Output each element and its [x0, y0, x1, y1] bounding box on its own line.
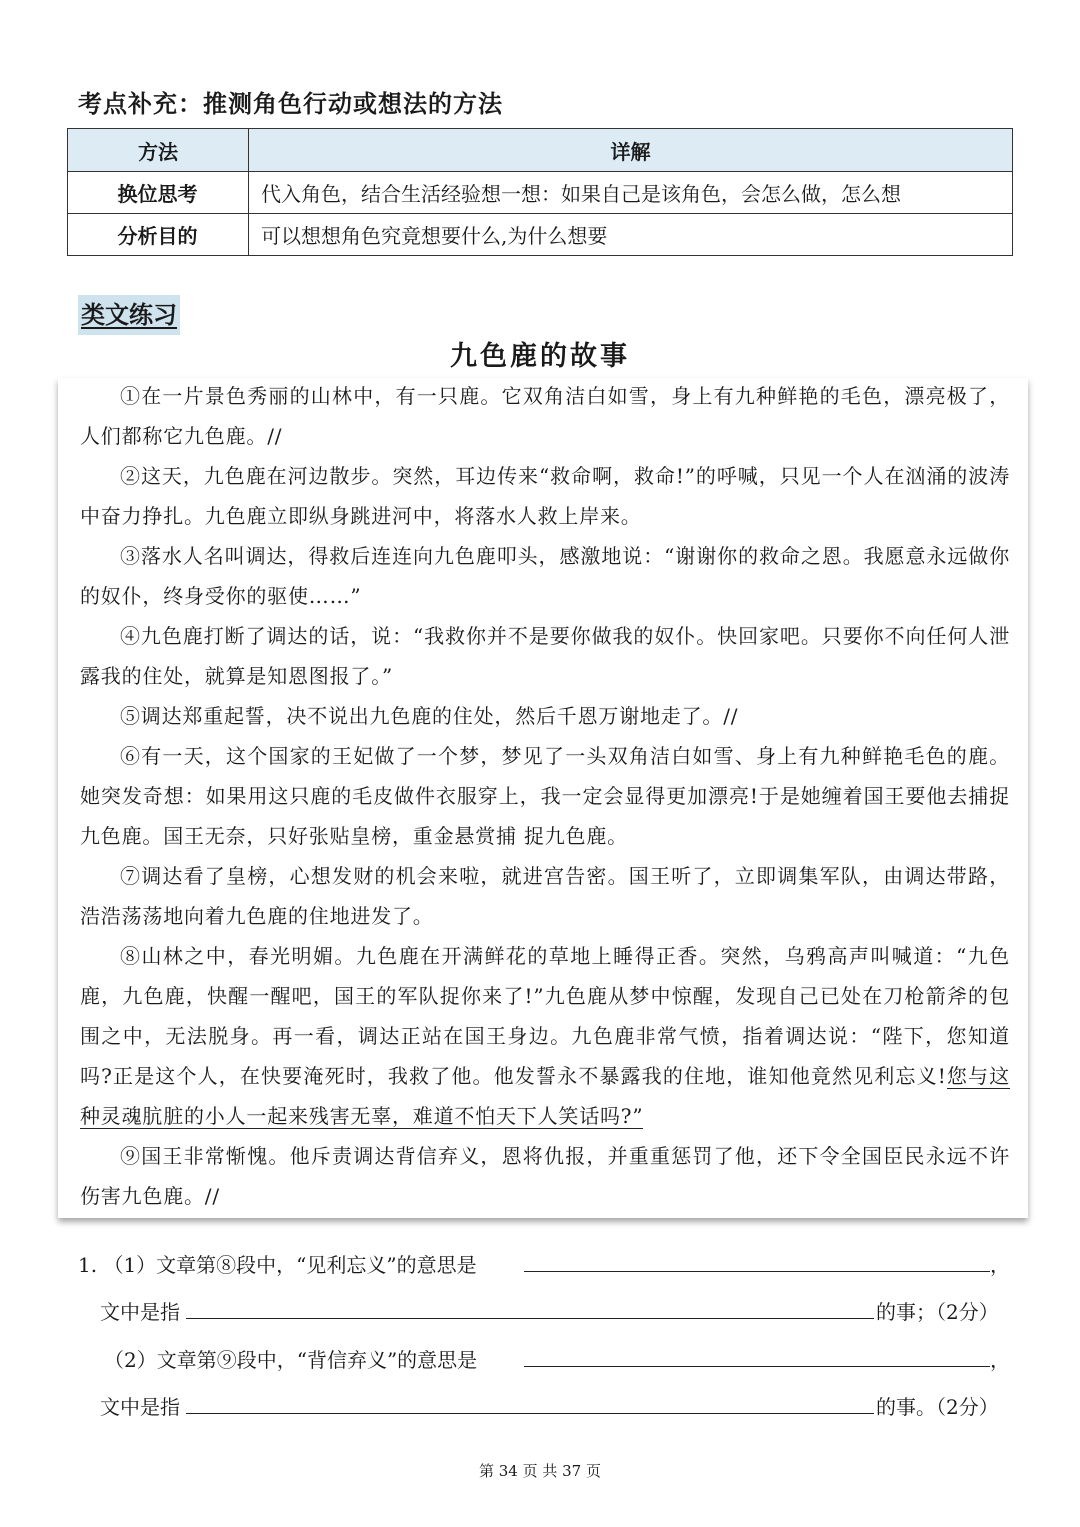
table-cell-detail: 可以想想角色究竟想要什么,为什么想要	[249, 214, 1013, 256]
methods-table	[67, 128, 1013, 256]
page-footer: 第 34 页 共 37 页	[478, 1462, 601, 1480]
answer-blank-1-1-meaning[interactable]	[524, 1271, 990, 1272]
paragraph: ①在一片景色秀丽的山林中，有一只鹿。它双角洁白如雪，身上有九种鲜艳的毛色，漂亮极了，人们都称它九色鹿。//	[80, 384, 1010, 448]
question-1-1-prompt: 1. （1）文章第⑧段中，“见利忘义”的意思是	[78, 1253, 477, 1277]
table-header-detail: 详解	[249, 129, 1013, 172]
underlined-sentence: 您与这种灵魂肮脏的小人一起来残害无辜，难道不怕天下人笑话吗?”	[80, 1064, 1011, 1128]
comma: ，	[990, 1348, 1010, 1372]
table-header-row	[68, 129, 1013, 172]
table-cell-detail: 代入角色，结合生活经验想一想：如果自己是该角色，会怎么做，怎么想	[249, 172, 1013, 214]
table-row	[68, 214, 1013, 256]
paragraph: ⑥有一天，这个国家的王妃做了一个梦，梦见了一头双角洁白如雪、身上有九种鲜艳毛色的鹿。她突发奇想：如果用这只鹿的毛皮做件衣服穿上，我一定会显得更加漂亮!于是她缠着国王要他去捕捉九色鹿。国王无奈，只好张贴皇榜，重金悬赏捕 捉九色鹿。	[80, 744, 1010, 848]
paragraph: ⑤调达郑重起誓，决不说出九色鹿的住处，然后千恩万谢地走了。//	[120, 704, 739, 728]
answer-blank-1-2-refers[interactable]	[186, 1413, 874, 1414]
answer-blank-1-1-refers[interactable]	[186, 1318, 874, 1319]
page-heading: 考点补充：推测角色行动或想法的方法	[78, 90, 503, 118]
paragraph-text: ⑧山林之中，春光明媚。九色鹿在开满鲜花的草地上睡得正香。突然，乌鸦高声叫喊道：“九色鹿，九色鹿，快醒一醒吧，国王的军队捉你来了!”九色鹿从梦中惊醒，发现自己已处在刀枪箭斧的包围之中，无法脱身。再一看，调达正站在国王身边。九色鹿非常气愤，指着调达说：“陛下，您知道吗?正是这个人，在快要淹死时，我救了他。他发誓永不暴露我的住地，谁知他竟然见利忘义!	[80, 944, 1010, 1088]
question-1-2-line2-prefix: 文中是指	[100, 1395, 180, 1419]
table-cell-method: 换位思考	[68, 172, 249, 214]
passage	[80, 376, 1010, 1216]
paragraph	[80, 936, 1010, 1136]
paragraph: ③落水人名叫调达，得救后连连向九色鹿叩头，感激地说：“谢谢你的救命之恩。我愿意永远做你的奴仆，终身受你的驱使……”	[80, 544, 1010, 608]
table-row	[68, 172, 1013, 214]
comma: ，	[990, 1253, 1010, 1277]
section-label: 类文练习	[78, 295, 180, 335]
question-1-2-line2-suffix: 的事。（2分）	[876, 1395, 999, 1419]
table-header-method: 方法	[68, 129, 249, 172]
answer-blank-1-2-meaning[interactable]	[524, 1366, 990, 1367]
table-cell-method: 分析目的	[68, 214, 249, 256]
story-title: 九色鹿的故事	[450, 341, 630, 372]
question-1-2-prompt: （2）文章第⑨段中，“背信弃义”的意思是	[104, 1348, 478, 1372]
paragraph: ⑨国王非常惭愧。他斥责调达背信弃义，恩将仇报，并重重惩罚了他，还下令全国臣民永远不许伤害九色鹿。//	[80, 1144, 1010, 1208]
paragraph: ②这天，九色鹿在河边散步。突然，耳边传来“救命啊，救命!”的呼喊，只见一个人在汹涌的波涛中奋力挣扎。九色鹿立即纵身跳进河中，将落水人救上岸来。	[80, 464, 1010, 528]
paragraph: ④九色鹿打断了调达的话，说：“我救你并不是要你做我的奴仆。快回家吧。只要你不向任何人泄露我的住处，就算是知恩图报了。”	[80, 624, 1010, 688]
question-1-1-line2-prefix: 文中是指	[100, 1300, 180, 1324]
question-1-1-line2-suffix: 的事；（2分）	[876, 1300, 999, 1324]
paragraph: ⑦调达看了皇榜，心想发财的机会来啦，就进宫告密。国王听了，立即调集军队，由调达带路，浩浩荡荡地向着九色鹿的住地进发了。	[80, 864, 1010, 928]
